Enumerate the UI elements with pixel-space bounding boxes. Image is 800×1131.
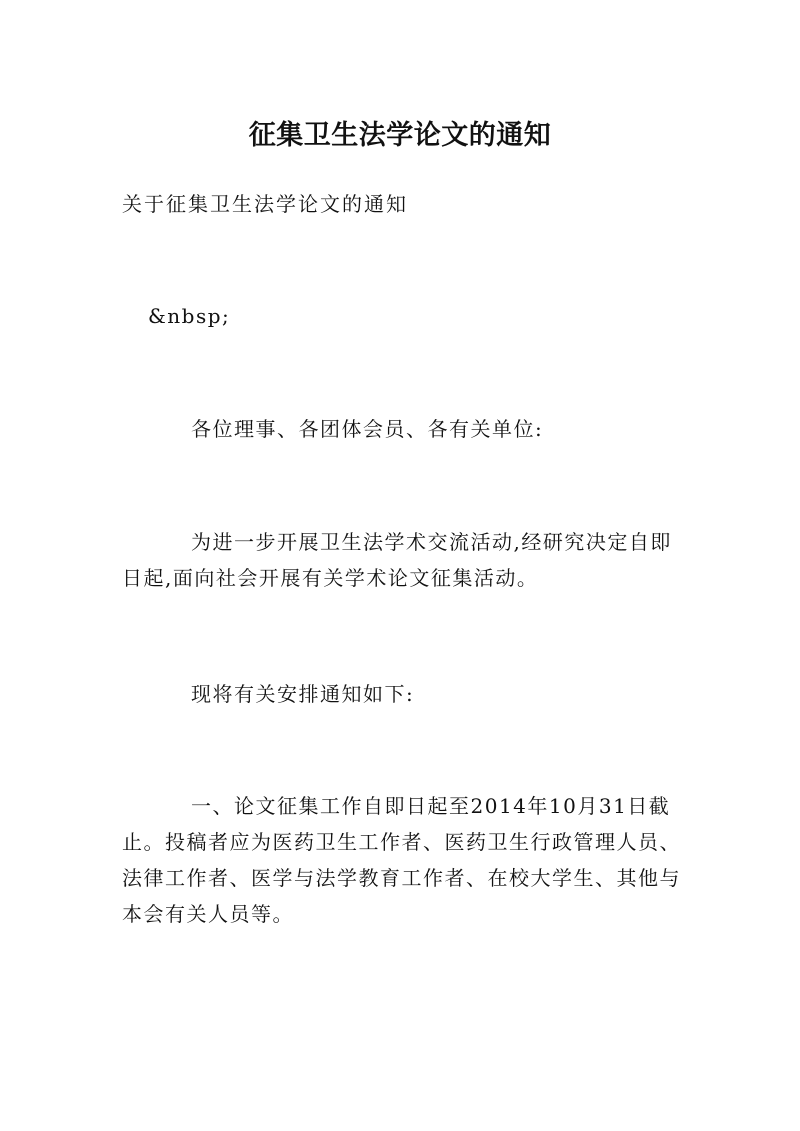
greeting-line: 各位理事、各团体会员、各有关单位: [191, 417, 544, 441]
document-title: 征集卫生法学论文的通知 [248, 120, 552, 152]
document-subtitle: 关于征集卫生法学论文的通知 [122, 192, 408, 216]
nbsp-literal-text: &nbsp; [148, 304, 231, 328]
paragraph-purpose: 为进一步开展卫生法学术交流活动,经研究决定自即日起,面向社会开展有关学术论文征集活动。 [122, 530, 672, 590]
paragraph-arrangement-intro: 现将有关安排通知如下: [191, 682, 415, 706]
paragraph-item-one: 一、论文征集工作自即日起至2014年10月31日截止。投稿者应为医药卫生工作者、医药卫生行政管理人员、法律工作者、医学与法学教育工作者、在校大学生、其他与本会有关人员等。 [122, 794, 681, 926]
